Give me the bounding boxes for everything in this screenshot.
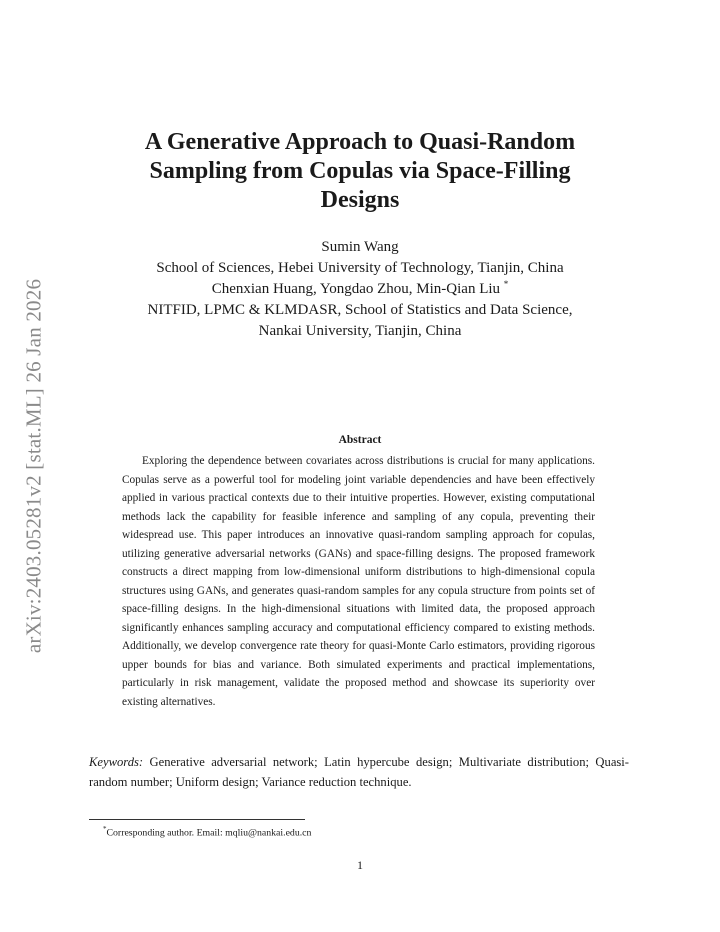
title-line-3: Designs — [320, 187, 400, 213]
footnote-text: Corresponding author. Email: mqliu@nankai.edu.cn — [106, 827, 312, 839]
affiliation-2-line-2: Nankai University, Tianjin, China — [258, 323, 462, 339]
footnote — [103, 822, 311, 840]
footnote-mark: * — [103, 825, 107, 833]
title-line-1: A Generative Approach to Quasi-Random — [144, 129, 576, 155]
paper-title — [90, 128, 630, 215]
arxiv-identifier-stamp: arXiv:2403.05281v2 [stat.ML] 26 Jan 2026 — [21, 278, 46, 654]
footnote-divider — [89, 819, 305, 820]
affiliation-2-line-1: NITFID, LPMC & KLMDASR, School of Statistics and Data Science, — [147, 302, 573, 318]
author-block — [80, 237, 640, 342]
affiliation-1: School of Sciences, Hebei University of Technology, Tianjin, China — [156, 260, 564, 276]
title-line-2: Sampling from Copulas via Space-Filling — [149, 158, 571, 184]
keywords-label: Keywords: — [89, 755, 144, 769]
abstract-heading: Abstract — [338, 434, 382, 446]
author-names-2 — [80, 279, 640, 300]
page-number: 1 — [357, 858, 363, 872]
keywords-section — [89, 752, 629, 792]
corresponding-author-mark: * — [503, 279, 509, 289]
author-list-2: Chenxian Huang, Yongdao Zhou, Min-Qian Liu — [211, 281, 501, 297]
keywords-text: Generative adversarial network; Latin hypercube design; Multivariate distribution; Quasi-random number; Uniform design; Variance reduction technique. — [89, 755, 630, 789]
abstract-text: Exploring the dependence between covariates across distributions is crucial for many applications. Copulas serve as a powerful tool for modeling joint variable dependencies and have been effectively applied in various practical contexts due to their intuitive properties. However, existing computational methods lack the capability for feasible inference and sampling of any copula, preventing their widespread use. This paper introduces an innovative quasi-random sampling approach for copulas, utilizing generative adversarial networks (GANs) and space-filling designs. The proposed framework constructs a direct mapping from low-dimensional uniform distributions to high-dimensional copula structures using GANs, and generates quasi-random samples for any copula structure from points set of space-filling designs. In the high-dimensional situations with limited data, the proposed approach significantly enhances sampling accuracy and computational efficiency compared to existing methods. Additionally, we develop convergence rate theory for quasi-Monte Carlo estimators, providing rigorous upper bounds for bias and variance. Both simulated experiments and practical implementations, particularly in risk management, validate the proposed method and showcase its superiority over existing alternatives. — [122, 455, 595, 708]
author-name-1: Sumin Wang — [321, 239, 399, 255]
